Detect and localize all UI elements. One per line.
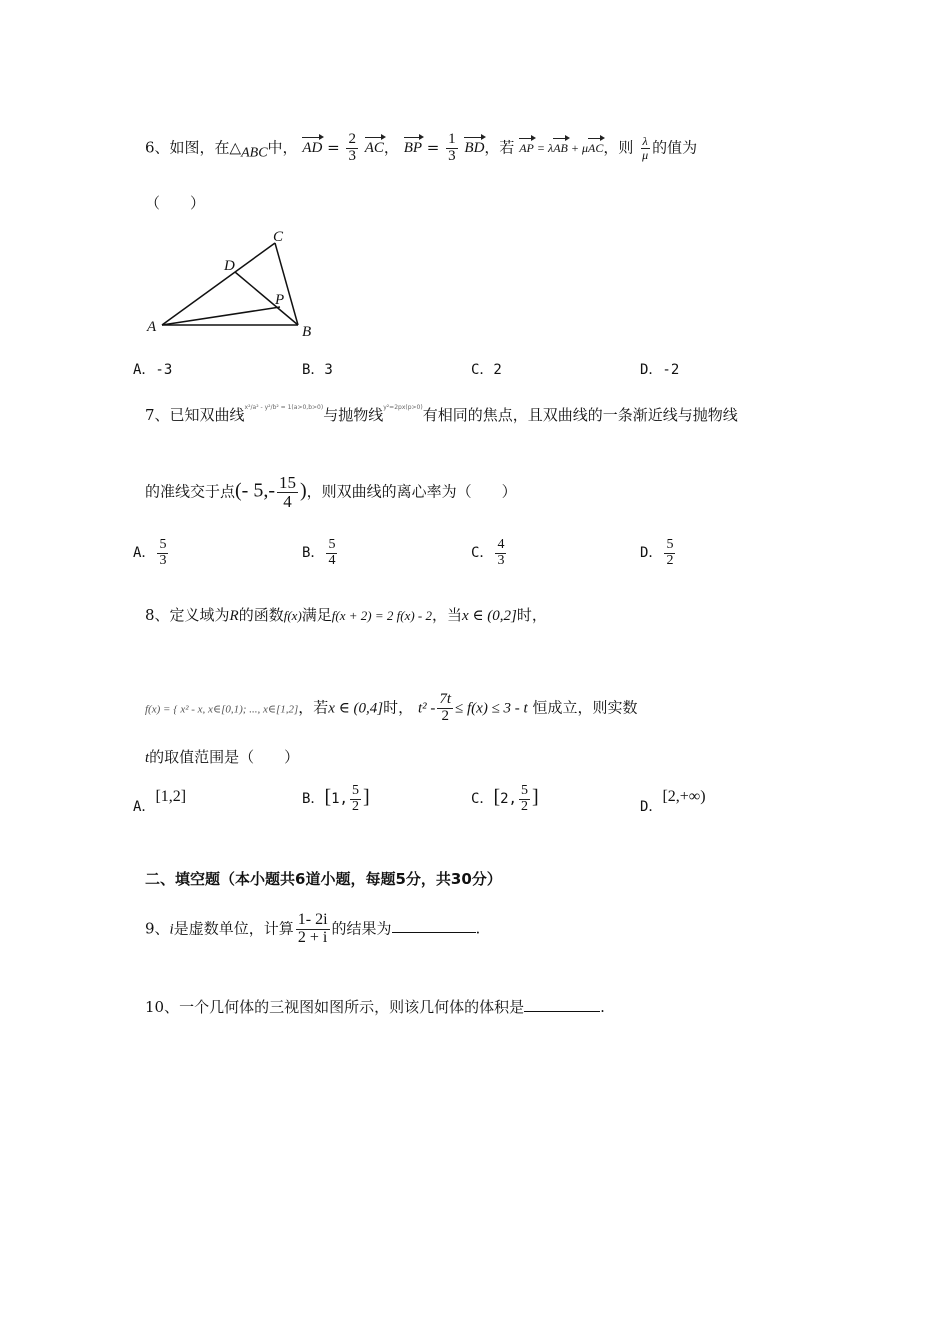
q9-tail: 的结果为 bbox=[331, 919, 392, 938]
q9-mid: 是虚数单位，计算 bbox=[173, 919, 294, 938]
q8-option-a[interactable]: A．[1,2] bbox=[133, 788, 187, 815]
q7-stem-line2 bbox=[145, 474, 517, 511]
q9-stem bbox=[145, 912, 480, 947]
q8-ineq-frac: $\frac{7t}{2}$ bbox=[439, 691, 452, 724]
q8-stem-line2 bbox=[145, 692, 638, 725]
q6-lambda-over-mu: $\frac{\lambda}{\mu}$ bbox=[642, 134, 649, 162]
q6-option-d[interactable]: D．-2 bbox=[640, 362, 680, 378]
q8-stem-line3 bbox=[145, 746, 299, 767]
q7-prefix: 7、已知双曲线 bbox=[145, 406, 245, 424]
section2-heading: 二、填空题（本小题共6道小题，每题5分，共30分） bbox=[145, 870, 502, 888]
label-b: B bbox=[302, 324, 312, 340]
q8-stem-line1 bbox=[145, 604, 547, 625]
q9-fraction: $\frac{1- 2i}{2 + i}$ bbox=[297, 911, 328, 946]
q6-vec-ad: AD bbox=[302, 140, 323, 157]
q8-option-b[interactable]: B．[1, $\frac{5}{2}$ ] bbox=[302, 783, 370, 814]
q6-triangle-figure bbox=[140, 225, 330, 345]
line-cb bbox=[275, 243, 298, 325]
q8-piecewise: f(x) = { x² - x, x∈[0,1); ..., x∈[1,2] bbox=[145, 703, 299, 716]
q10-stem bbox=[145, 996, 605, 1017]
line-ac bbox=[162, 243, 275, 325]
q7-line2-prefix: 的准线交于点 bbox=[145, 482, 236, 501]
label-a: A bbox=[147, 319, 157, 335]
q8-fx: f(x) bbox=[283, 608, 302, 623]
q7-point-close: ) bbox=[300, 479, 307, 502]
q9-end: . bbox=[475, 919, 481, 938]
q6-vec-ac: AC bbox=[364, 140, 384, 157]
q8-shi: 时， bbox=[516, 606, 547, 624]
q7-point-open: (- 5,- bbox=[235, 479, 275, 502]
q8-ineq-pre: t² - bbox=[417, 700, 436, 717]
q8-domain2: x ∈ (0,4] bbox=[328, 700, 384, 717]
q7-point-frac: $\frac{15}{4}$ bbox=[279, 473, 296, 511]
q8-option-d[interactable]: D．[2,+∞) bbox=[640, 788, 706, 815]
q8-t: t bbox=[145, 750, 150, 766]
q7-option-b[interactable]: B． $\frac{5}{4}$ bbox=[302, 537, 336, 568]
q8-ineq-post: ≤ f(x) ≤ 3 - t bbox=[455, 700, 528, 717]
line-ap bbox=[162, 307, 280, 325]
q6-vec-bd: BD bbox=[464, 140, 485, 157]
q8-shi2: 时， bbox=[383, 698, 414, 717]
q6-frac-1-3: $\frac{1}{3}$ bbox=[448, 131, 456, 164]
label-d: D bbox=[224, 258, 235, 274]
q6-stem: 6、如图，在$\triangle_{ABC}$中， AD = $\frac{2}{3}$ AC， BP = $\frac{1}{3}$ BD，若 AP = λAB + μAC，则 $\frac{\lambda}{\mu}$ 的值为 bbox=[145, 131, 698, 164]
q8-tail: 恒成立，则实数 bbox=[532, 698, 638, 717]
q8-when: ，当 bbox=[432, 606, 463, 624]
q10-text: 10、一个几何体的三视图如图所示，则该几何体的体积是 bbox=[145, 998, 525, 1016]
q7-mid2: 有相同的焦点，且双曲线的一条渐近线与抛物线 bbox=[422, 406, 738, 424]
q8-mid2: 满足 bbox=[301, 606, 332, 624]
q8-domain1: x ∈ (0,2] bbox=[462, 608, 517, 624]
q6-triangle: ABC bbox=[241, 145, 268, 161]
q6-mid: 中， bbox=[267, 138, 298, 157]
line-db bbox=[235, 272, 298, 325]
q7-option-c[interactable]: C． $\frac{4}{3}$ bbox=[471, 537, 505, 568]
q6-option-b[interactable]: B．3 bbox=[302, 362, 333, 378]
q6-answer-paren: （ ） bbox=[145, 194, 206, 212]
q7-option-a[interactable]: A． $\frac{5}{3}$ bbox=[133, 537, 167, 568]
q6-tail: 的值为 bbox=[652, 138, 698, 157]
q8-prefix: 8、定义域为 bbox=[145, 606, 230, 624]
q6-option-a[interactable]: A．-3 bbox=[133, 362, 173, 378]
q9-prefix: 9、 bbox=[145, 919, 170, 938]
q7-line2-tail: ，则双曲线的离心率为（ ） bbox=[306, 482, 517, 501]
q7-hyperbola-equation: x²/a² - y²/b² = 1(a>0,b>0) bbox=[244, 404, 324, 411]
q6-comma: ， bbox=[383, 138, 399, 157]
q6-frac-2-3: $\frac{2}{3}$ bbox=[348, 131, 356, 164]
q8-equation: f(x + 2) = 2 f(x) - 2 bbox=[331, 608, 433, 623]
label-c: C bbox=[273, 229, 284, 245]
q7-mid1: 与抛物线 bbox=[323, 406, 384, 424]
q6-ap-expression: AP = λAB + μAC bbox=[519, 141, 604, 156]
q8-option-c[interactable]: C．[2, $\frac{5}{2}$ ] bbox=[471, 783, 539, 814]
q8-ruo: ，若 bbox=[298, 698, 329, 717]
q6-prefix: 6、如图，在△ bbox=[145, 138, 242, 157]
q7-option-d[interactable]: D． $\frac{5}{2}$ bbox=[640, 537, 674, 568]
q8-mid1: 的函数 bbox=[238, 606, 284, 624]
q7-parabola-equation: y²=2px(p>0) bbox=[383, 404, 423, 411]
q9-i: i bbox=[169, 921, 174, 938]
q6-if: ，若 bbox=[484, 138, 515, 157]
q8-tail2: 的取值范围是（ ） bbox=[149, 748, 300, 766]
q9-answer-blank[interactable] bbox=[392, 932, 476, 933]
label-p: P bbox=[275, 292, 285, 308]
q7-stem-line1 bbox=[145, 404, 738, 425]
q10-end: . bbox=[600, 998, 605, 1016]
q6-vec-bp: BP bbox=[403, 140, 423, 157]
q8-r: R bbox=[229, 608, 239, 624]
q10-answer-blank[interactable] bbox=[524, 1011, 600, 1012]
q6-then: ，则 bbox=[603, 138, 634, 157]
q6-option-c[interactable]: C．2 bbox=[471, 362, 502, 378]
